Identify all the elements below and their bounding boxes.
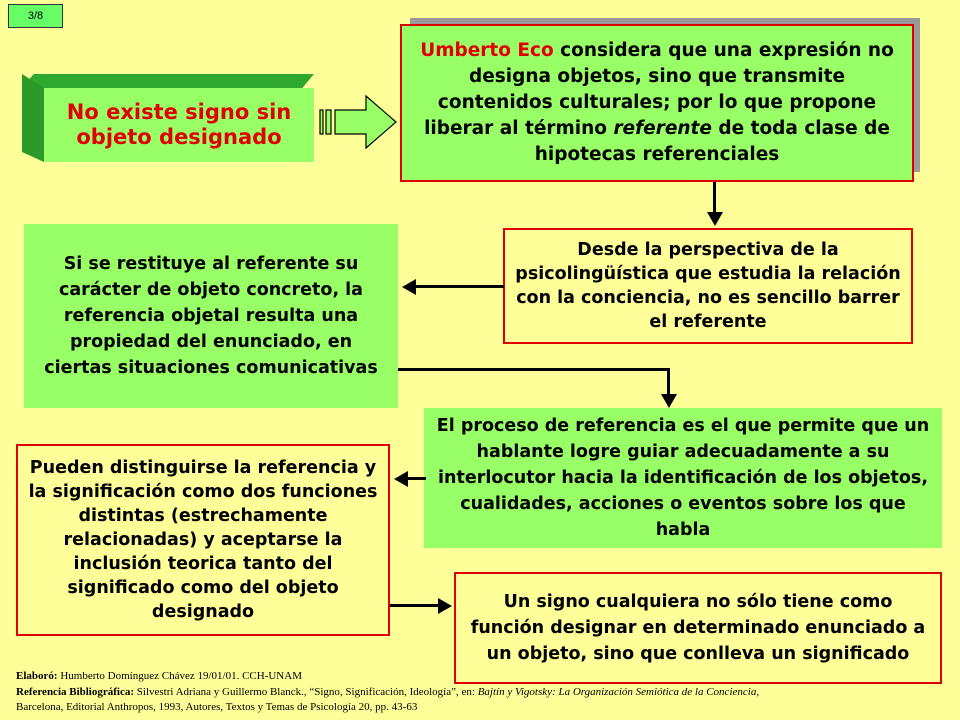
distinguirse-text: Pueden distinguirse la referencia y la significación como dos funciones distintas (estrechamente relacionadas) y aceptarse la inclusión teorica tanto del significado como del objeto designado (28, 458, 378, 622)
eco-box (400, 24, 914, 182)
credit-elaboro-value: Humberto Domínguez Chávez 19/01/01. CCH-UNAM (57, 670, 302, 682)
arrowhead-down-icon (661, 394, 677, 408)
credit-elaboro-label: Elaboró: (16, 670, 58, 682)
restituye-text: Si se restituye al referente su carácter de objeto concreto, la referencia objetal resulta una propiedad del enunciado, en ciertas situaciones comunicativas (44, 254, 378, 378)
restituye-box (24, 224, 398, 408)
arrow-eco-to-psico (713, 182, 716, 216)
credit-reference-italic: Bajtín y Vigotsky: La Organización Semiótica de la Conciencia, (477, 686, 760, 698)
eco-italic-referente: referente (613, 118, 712, 139)
slide-number: 3/8 (8, 4, 63, 28)
eco-text-1: considera que una expresión no designa objetos, sino que transmite contenidos culturales; por lo que propone liberar al término (424, 40, 894, 139)
credit-reference-line-2: Barcelona, Editorial Anthropos, 1993, Autores, Textos y Temas de Psicología 20, pp. 43-63 (16, 701, 418, 713)
signo-text: Un signo cualquiera no sólo tiene como función designar en determinado enunciado a un objeto, sino que conlleva un significado (470, 592, 926, 664)
arrow-proceso-to-distinguirse (406, 477, 426, 480)
proceso-text: El proceso de referencia es el que permite que un hablante logre guiar adecuadamente a su interlocutor hacia la identificación de los objetos, cualidades, acciones o eventos sobre los que habla (436, 416, 930, 540)
connector-restituye-horizontal (398, 368, 670, 371)
credit-reference (16, 686, 759, 698)
credit-reference-label: Referencia Bibliográfica: (16, 686, 135, 698)
credit-reference-value: Silvestri Adriana y Guillermo Blanck., “Signo, Significación, Ideología”, en: (134, 686, 478, 698)
proceso-box (424, 408, 942, 548)
title-box-side-bevel (22, 74, 44, 162)
arrowhead-left-icon (394, 471, 408, 487)
signo-box (454, 572, 942, 684)
title-box (22, 74, 314, 162)
distinguirse-box (16, 444, 390, 636)
credit-elaboro (16, 670, 302, 682)
eco-name: Umberto Eco (420, 40, 554, 61)
arrow-psico-to-restituye (414, 285, 504, 288)
psicolinguistica-text: Desde la perspectiva de la psicolingüística que estudia la relación con la conciencia, no es sencillo barrer el referente (515, 240, 901, 332)
title-box-face (44, 88, 314, 162)
eco-box-text (412, 38, 902, 168)
eco-text-2: de toda clase de hipotecas referenciales (534, 118, 890, 165)
title-box-top-bevel (22, 74, 314, 88)
arrowhead-left-icon (402, 279, 416, 295)
arrow-distinguirse-to-signo (390, 604, 440, 607)
arrowhead-right-icon (438, 598, 452, 614)
block-arrow-icon (318, 94, 398, 150)
title-line-2: objeto designado (76, 125, 282, 149)
arrowhead-down-icon (707, 212, 723, 226)
psicolinguistica-box (503, 228, 913, 344)
title-line-1: No existe signo sin (66, 100, 292, 124)
